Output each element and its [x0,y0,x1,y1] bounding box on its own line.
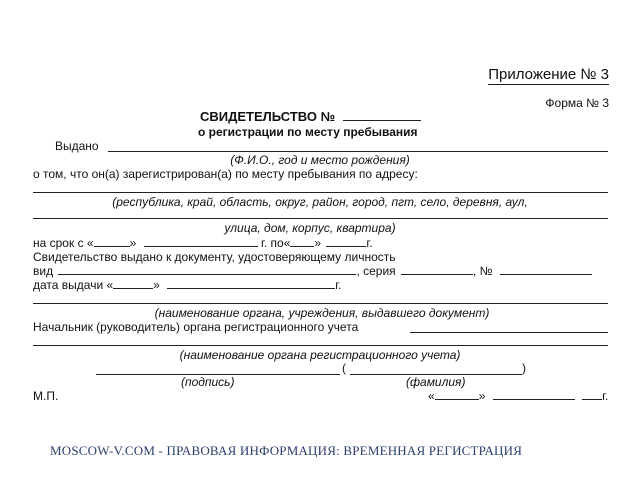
certificate-title [200,110,421,124]
street-hint: улица, дом, корпус, квартира) [224,221,396,235]
term-prefix: на срок с « [33,236,94,250]
appendix-label: Приложение № 3 [488,66,609,83]
term-row [33,236,373,250]
document-text: Свидетельство выдано к документу, удостоверяющему личность [33,250,396,264]
stamp-label: М.П. [33,389,59,403]
sign-date-close: » [478,389,486,403]
doc-number-field [500,264,592,275]
document-row [33,264,592,278]
term-day-to [290,236,314,247]
org-hint: (наименование органа регистрационного учета) [179,348,461,362]
issuer-hint: (наименование органа, учреждения, выдавшего документ) [154,306,490,320]
surname-open-paren: ( [342,361,346,375]
certificate-subtitle: о регистрации по месту пребывания [198,125,418,139]
issue-month-field [167,278,335,289]
doc-series-field [401,264,473,275]
issue-date-row [33,278,341,292]
source-footer: MOSCOW-V.COM - ПРАВОВАЯ ИНФОРМАЦИЯ: ВРЕМЕННАЯ РЕГИСТРАЦИЯ [50,443,523,458]
surname-hint: (фамилия) [406,375,466,389]
issue-date-close: » [153,278,160,292]
issuer-line [33,303,608,304]
term-day-from [94,236,130,247]
doc-type-label: вид [33,264,54,278]
doc-type-field [58,264,356,275]
chief-line [410,332,608,333]
issue-day-field [113,278,153,289]
sign-date-year: г. [602,389,609,403]
signature-hint: (подпись) [181,375,235,389]
term-quote-close-2: » [314,236,322,250]
issued-to-line [108,151,608,152]
sign-year-field [582,389,602,400]
term-year-from: г. по« [260,236,291,250]
sign-month-field [493,389,575,400]
issue-date-prefix: дата выдачи « [33,278,114,292]
issue-date-year: г. [335,278,342,292]
region-hint: (республика, край, область, округ, район, город, пгт, село, деревня, аул, [112,195,528,209]
address-line-1 [33,192,608,193]
surname-close-paren: ) [522,361,526,375]
sign-day-field [435,389,479,400]
certificate-number-field [343,110,421,121]
doc-number-label: , № [473,264,493,278]
certificate-title-text: СВИДЕТЕЛЬСТВО № [200,109,336,124]
org-line [33,345,608,346]
chief-text: Начальник (руководитель) органа регистрационного учета [33,320,359,334]
registered-text: о том, что он(а) зарегистрирован(а) по месту пребывания по адресу: [33,167,418,181]
doc-series-label: , серия [356,264,396,278]
form-number: Форма № 3 [545,96,609,110]
term-quote-close: » [129,236,137,250]
address-line-2 [33,218,608,219]
fio-hint: (Ф.И.О., год и место рождения) [230,153,410,167]
term-year-end: г. [366,236,373,250]
term-month-from [144,236,258,247]
sign-date-open: « [428,389,435,403]
issued-to-label: Выдано [55,139,99,153]
term-month-to [326,236,366,247]
sign-date-row [428,389,608,403]
